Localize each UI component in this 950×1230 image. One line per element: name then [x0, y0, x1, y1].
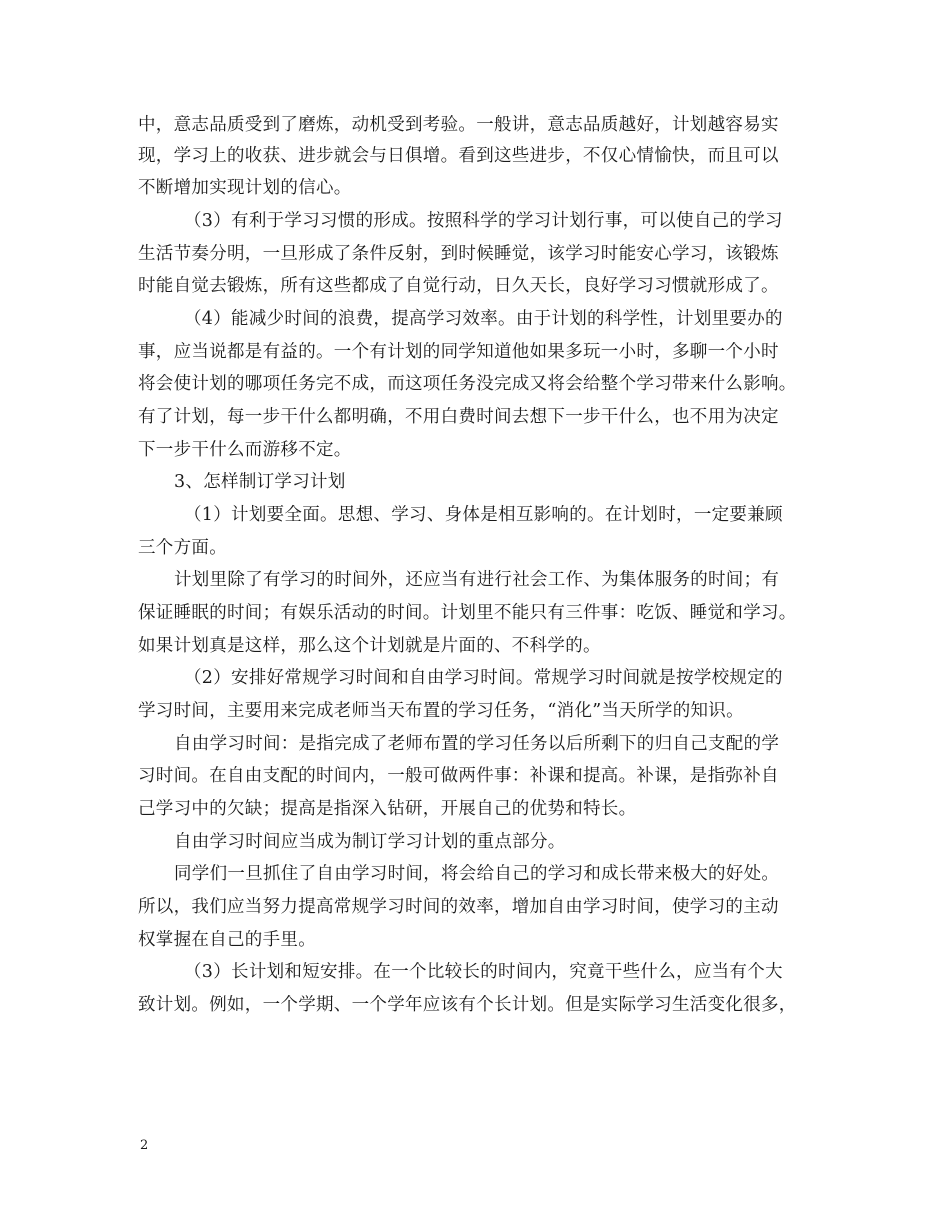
text-line: （1）计划要全面。思想、学习、身体是相互影响的。在计划时，一定要兼顾	[184, 505, 783, 525]
page-number: 2	[140, 1138, 149, 1153]
text-line: 所以，我们应当努力提高常规学习时间的效率，增加自由学习时间，使学习的主动	[138, 897, 779, 917]
text-line: 己学习中的欠缺；提高是指深入钻研，开展自己的优势和特长。	[138, 799, 637, 819]
text-line: 事，应当说都是有益的。一个有计划的同学知道他如果多玩一小时，多聊一个小时	[138, 342, 779, 362]
text-line: 有了计划，每一步干什么都明确，不用白费时间去想下一步干什么，也不用为决定	[138, 407, 779, 427]
text-line: （2）安排好常规学习时间和自由学习时间。常规学习时间就是按学校规定的	[184, 668, 783, 688]
text-line: 现，学习上的收获、进步就会与日俱增。看到这些进步，不仅心情愉快，而且可以	[138, 146, 779, 166]
text-line: 同学们一旦抓住了自由学习时间，将会给自己的学习和成长带来极大的好处。	[174, 864, 780, 884]
text-line: 保证睡眠的时间；有娱乐活动的时间。计划里不能只有三件事：吃饭、睡觉和学习。	[138, 603, 797, 623]
text-line: 下一步干什么而游移不定。	[138, 440, 352, 460]
section-heading: 3、怎样制订学习计划	[174, 472, 346, 492]
text-line: 计划里除了有学习的时间外，还应当有进行社会工作、为集体服务的时间；有	[174, 570, 780, 590]
text-line: （3）长计划和短安排。在一个比较长的时间内，究竟干些什么，应当有个大	[184, 962, 783, 982]
text-line: 如果计划真是这样，那么这个计划就是片面的、不科学的。	[138, 636, 601, 656]
text-line: 习时间。在自由支配的时间内，一般可做两件事：补课和提高。补课，是指弥补自	[138, 766, 779, 786]
text-line: 将会使计划的哪项任务完不成，而这项任务没完成又将会给整个学习带来什么影响。	[138, 374, 797, 394]
text-line: 生活节奏分明，一旦形成了条件反射，到时候睡觉，该学习时能安心学习，该锻炼	[138, 244, 779, 264]
text-line: 三个方面。	[138, 538, 227, 558]
text-line: 权掌握在自己的手里。	[138, 930, 316, 950]
text-line: 学习时间，主要用来完成老师当天布置的学习任务，“消化”当天所学的知识。	[138, 701, 744, 721]
text-line: 致计划。例如，一个学期、一个学年应该有个长计划。但是实际学习生活变化很多，	[138, 995, 797, 1015]
text-line: 自由学习时间应当成为制订学习计划的重点部分。	[174, 832, 566, 852]
text-line: 中，意志品质受到了磨炼，动机受到考验。一般讲，意志品质越好，计划越容易实	[138, 115, 779, 135]
text-line: 时能自觉去锻炼，所有这些都成了自觉行动，日久天长，良好学习习惯就形成了。	[138, 276, 779, 296]
text-line: （3）有利于学习习惯的形成。按照科学的学习计划行事，可以使自己的学习	[184, 211, 783, 231]
text-line: 自由学习时间：是指完成了老师布置的学习任务以后所剩下的归自己支配的学	[174, 734, 780, 754]
text-line: 不断增加实现计划的信心。	[138, 178, 352, 198]
text-line: （4）能减少时间的浪费，提高学习效率。由于计划的科学性，计划里要办的	[184, 309, 783, 329]
